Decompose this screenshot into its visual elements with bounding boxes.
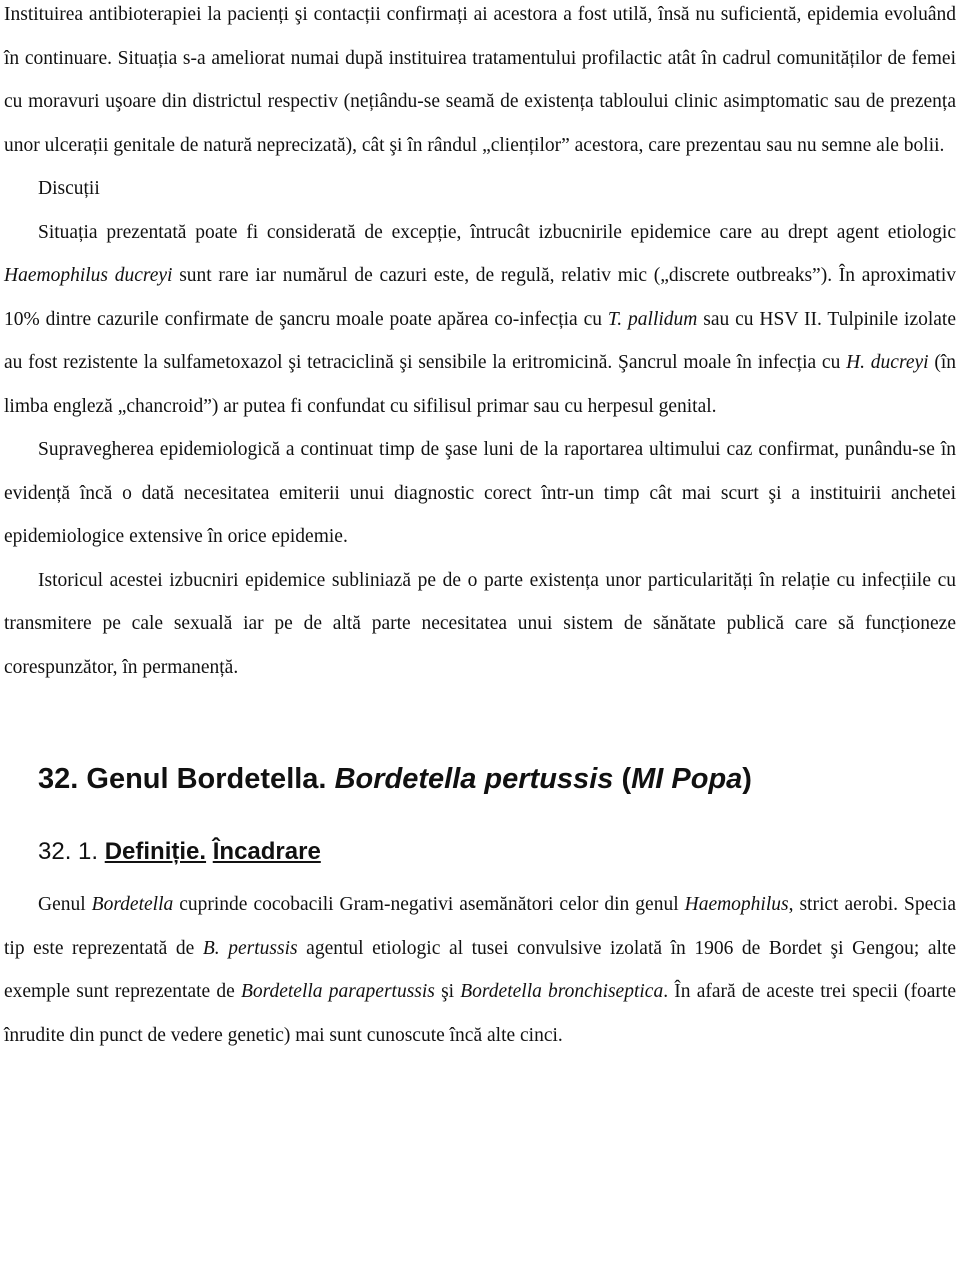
text-run: agentul etiologic al tusei convulsive izolată în 1906 de Bordet şi Gengou; alte exemple sunt reprezentate de: [4, 937, 957, 1002]
section-title-species: Bordetella pertussis: [334, 763, 614, 795]
text-run: Situația prezentată poate fi considerată de excepție, întrucât izbucnirile epidemice care au drept agent etiologic: [38, 221, 956, 243]
paragraph-antibiotherapy: [4, 0, 956, 167]
paragraph-bordetella-definition: [4, 883, 956, 1057]
italic-term: Bordetella: [91, 894, 174, 915]
text-run: sunt rare iar numărul de cazuri este, de regulă, relativ mic („discrete outbreaks”). În aproximativ 10% dintre cazurile confirmate de şancru moale poate apărea co-infecția cu: [4, 265, 956, 330]
paragraph-situation: [4, 211, 956, 429]
italic-term: Bordetella parapertussis: [240, 981, 435, 1002]
text-run: . În afară de aceste trei specii (foarte înrudite din punct de vedere genetic) mai sunt cunoscute încă alte cinci.: [4, 981, 957, 1046]
text-run: sau cu HSV II. Tulpinile izolate au fost rezistente la sulfametoxazol şi tetraciclină şi sensibile la eritromicină. Şancrul moale în infecția cu: [4, 308, 956, 373]
text-run: , strict aerobi. Specia tip este reprezentată de: [4, 894, 957, 959]
subsection-title-part1: Definiție.: [104, 838, 207, 865]
italic-term: Bordetella bronchiseptica: [460, 981, 664, 1002]
paragraph-text: Istoricul acestei izbucniri epidemice subliniază pe de o parte existența unor particularități în relație cu infecțiile cu transmitere pe cale sexuală iar pe de altă parte necesitatea unui sistem de sănătate publică care să funcționeze corespunzător, în permanență.: [4, 569, 956, 678]
section-number: 32.: [38, 763, 79, 795]
spacer: [4, 869, 956, 883]
subsection-number: 32. 1.: [38, 838, 99, 865]
discutii-heading: [4, 167, 956, 211]
text-run: cuprinde cocobacili Gram-negativi asemănători celor din genul: [173, 894, 685, 915]
text-run: Genul: [38, 894, 92, 915]
paragraph-text: Instituirea antibioterapiei la pacienți şi contacții confirmați ai acestora a fost utilă, însă nu suficientă, epidemia evoluând în continuare. Situația s-a ameliorat numai după instituirea tratamentului profilactic atât în cadrul comunităților de femei cu moravuri uşoare din districtul respectiv (nețiându-se seamă de existența tabloului clinic asimptomatic sau de prezența unor ulcerații genitale de natură neprecizată), cât şi în rândul „clienților” acestora, care prezentau sau nu semne ale bolii.: [4, 4, 956, 156]
section-title: Genul Bordetella.: [86, 763, 327, 795]
spacer: [4, 799, 956, 835]
italic-term: B. pertussis: [202, 937, 298, 959]
spacer: [4, 689, 956, 759]
paragraph-history: [4, 559, 956, 690]
text-run: şi: [434, 981, 461, 1002]
paragraph-surveillance: [4, 428, 956, 559]
italic-term: Haemophilus: [684, 894, 789, 915]
italic-term: Haemophilus ducreyi: [4, 265, 173, 286]
author-open-paren: (: [621, 763, 632, 795]
paragraph-text: Supravegherea epidemiologică a continuat timp de şase luni de la raportarea ultimului caz confirmat, punându-se în evidență încă o dată necesitatea emiterii unui diagnostic corect într-un timp cât mai scurt şi a instituirii anchetei epidemiologice extensive în orice epidemie.: [4, 439, 956, 547]
subsection-heading: [38, 835, 956, 869]
section-author: MI Popa: [631, 763, 743, 795]
italic-term: T. pallidum: [607, 308, 698, 330]
author-close-paren: ): [742, 763, 752, 795]
section-heading: [38, 759, 956, 799]
document-page: [4, 0, 956, 1057]
subsection-title-part2: Încadrare: [212, 838, 321, 865]
discutii-label: Discuții: [38, 178, 100, 199]
italic-term: H. ducreyi: [846, 352, 929, 373]
text-run: (în limba engleză „chancroid”) ar putea fi confundat cu sifilisul primar sau cu herpesul genital.: [4, 352, 956, 417]
